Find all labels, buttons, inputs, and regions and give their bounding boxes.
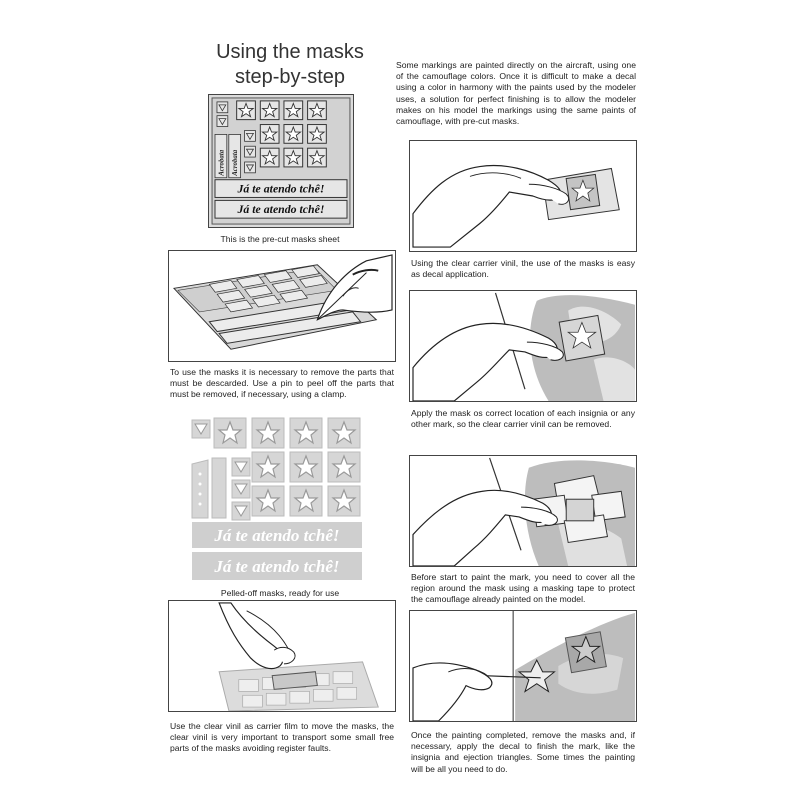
sheet-vertical-1: Acrobata — [218, 149, 226, 176]
caption-carrier: Use the clear vinil as carrier film to move the masks, the clear vinil is very important to transport some small free parts of the masks avoiding register faults. — [170, 721, 394, 754]
remove-parts-image — [168, 250, 396, 362]
finish-image — [409, 610, 637, 722]
masking-tape-image — [409, 455, 637, 567]
carrier-film-image — [168, 600, 396, 712]
caption-apply: Apply the mask os correct location of each insignia or any other mark, so the clear carrier vinil can be removed. — [411, 408, 635, 430]
caption-decal-like: Using the clear carrier vinil, the use of the masks is easy as decal application. — [411, 258, 635, 280]
peeled-slogan-2: Já te atendo tchê! — [214, 557, 340, 576]
caption-sheet: This is the pre-cut masks sheet — [220, 234, 340, 244]
caption-peeled: Pelled-off masks, ready for use — [220, 588, 340, 598]
caption-remove: To use the masks it is necessary to remove the parts that must be descarded. Use a pin to peel off the parts that must be removed, if necessary, using a clamp. — [170, 367, 394, 400]
sheet-vertical-2: Acrobata — [232, 149, 240, 176]
caption-tape: Before start to paint the mark, you need to cover all the region around the mask using a masking tape to protect the camouflage already painted on the model. — [411, 572, 635, 605]
peeled-masks-image — [188, 414, 366, 584]
peeled-slogan-1: Já te atendo tchê! — [214, 526, 340, 545]
caption-finish: Once the painting completed, remove the masks and, if necessary, apply the decal to finish the mark, like the insignia and ejection triangles. Some times the painting will be all you need to do. — [411, 730, 635, 774]
mask-sheet-image — [208, 94, 354, 228]
sheet-slogan-2: Já te atendo tchê! — [237, 202, 325, 217]
title-line-2: step-by-step — [234, 66, 346, 88]
intro-paragraph: Some markings are painted directly on the aircraft, using one of the camouflage colors. Once it is difficult to make a decal using a color in harmony with the paints used by the modeler uses, a solution for perfect finishing is to allow the modeler makes on his model the markings using the same paints of camouflage, with pre-cut masks. — [396, 60, 636, 127]
apply-mask-image — [409, 290, 637, 402]
page-title — [200, 40, 380, 90]
sheet-slogan-1: Já te atendo tchê! — [237, 181, 325, 196]
title-line-1: Using the masks — [216, 41, 364, 63]
decal-application-image — [409, 140, 637, 252]
